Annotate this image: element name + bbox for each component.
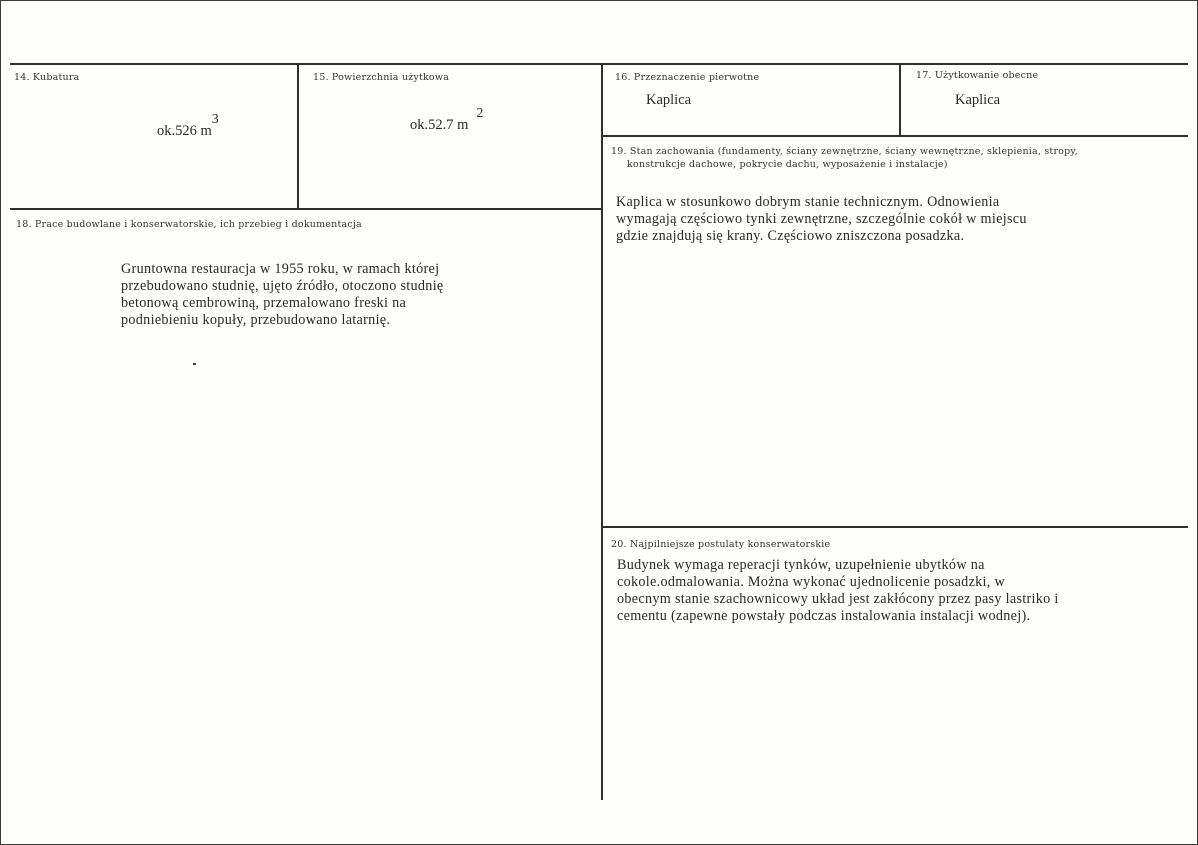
przeznaczenie-label: 16. Przeznaczenie pierwotne [615, 72, 760, 83]
postulaty-line: cokole.odmalowania. Można wykonać ujednolicenie posadzki, w [617, 574, 1006, 590]
uzytkowanie-label: 17. Użytkowanie obecne [916, 70, 1039, 81]
prace-line: podniebieniu kopuły, przebudowano latarnię. [121, 312, 391, 328]
divider-left-right [601, 63, 603, 800]
powierzchnia-label: 15. Powierzchnia użytkowa [313, 72, 450, 83]
prace-text [121, 261, 444, 329]
stan-line: gdzie znajdują się krany. Częściowo zniszczona posadzka. [616, 228, 965, 244]
kubatura-value-text: ok.526 m [157, 122, 212, 139]
uzytkowanie-value: Kaplica [955, 92, 1001, 108]
prace-line: Gruntowna restauracja w 1955 roku, w ramach której [121, 261, 440, 277]
divider-14-15 [297, 63, 299, 209]
postulaty-line: cementu (zapewne powstały podczas instalowania instalacji wodnej). [617, 608, 1031, 624]
top-rule [10, 63, 1188, 65]
divider-16-17 [899, 63, 901, 136]
powierzchnia-value [410, 106, 484, 134]
stan-label-line2: konstrukcje dachowe, pokrycie dachu, wyposażenie i instalacje) [627, 159, 948, 170]
powierzchnia-exponent: 2 [476, 106, 484, 121]
kubatura-value [157, 112, 219, 140]
row1-bottom-rule-left [10, 208, 602, 210]
section20-top-rule [602, 526, 1188, 528]
kubatura-exponent: 3 [211, 112, 219, 127]
stan-line: wymagają częściowo tynki zewnętrzne, szczególnie cokół w miejscu [616, 211, 1027, 227]
prace-label: 18. Prace budowlane i konserwatorskie, ich przebieg i dokumentacja [16, 219, 362, 230]
prace-line: betonową cembrowiną, przemalowano freski na [121, 295, 407, 311]
postulaty-line: obecnym stanie szachownicowy układ jest zakłócony przez pasy lastriko i [617, 591, 1059, 607]
postulaty-label: 20. Najpilniejsze postulaty konserwatorskie [611, 539, 831, 550]
powierzchnia-value-text: ok.52.7 m [410, 116, 469, 133]
postulaty-line: Budynek wymaga reperacji tynków, uzupełnienie ubytków na [617, 557, 985, 573]
kubatura-label: 14. Kubatura [14, 72, 80, 83]
stray-mark [193, 363, 196, 365]
stan-text [616, 194, 1027, 245]
stan-label-line1: 19. Stan zachowania (fundamenty, ściany zewnętrzne, ściany wewnętrzne, sklepienia, stropy, [611, 146, 1078, 157]
prace-line: przebudowano studnię, ujęto źródło, otoczono studnię [121, 278, 444, 294]
postulaty-text [617, 557, 1059, 625]
row1-bottom-rule-right [602, 135, 1188, 137]
stan-line: Kaplica w stosunkowo dobrym stanie technicznym. Odnowienia [616, 194, 1000, 210]
przeznaczenie-value: Kaplica [646, 92, 692, 108]
